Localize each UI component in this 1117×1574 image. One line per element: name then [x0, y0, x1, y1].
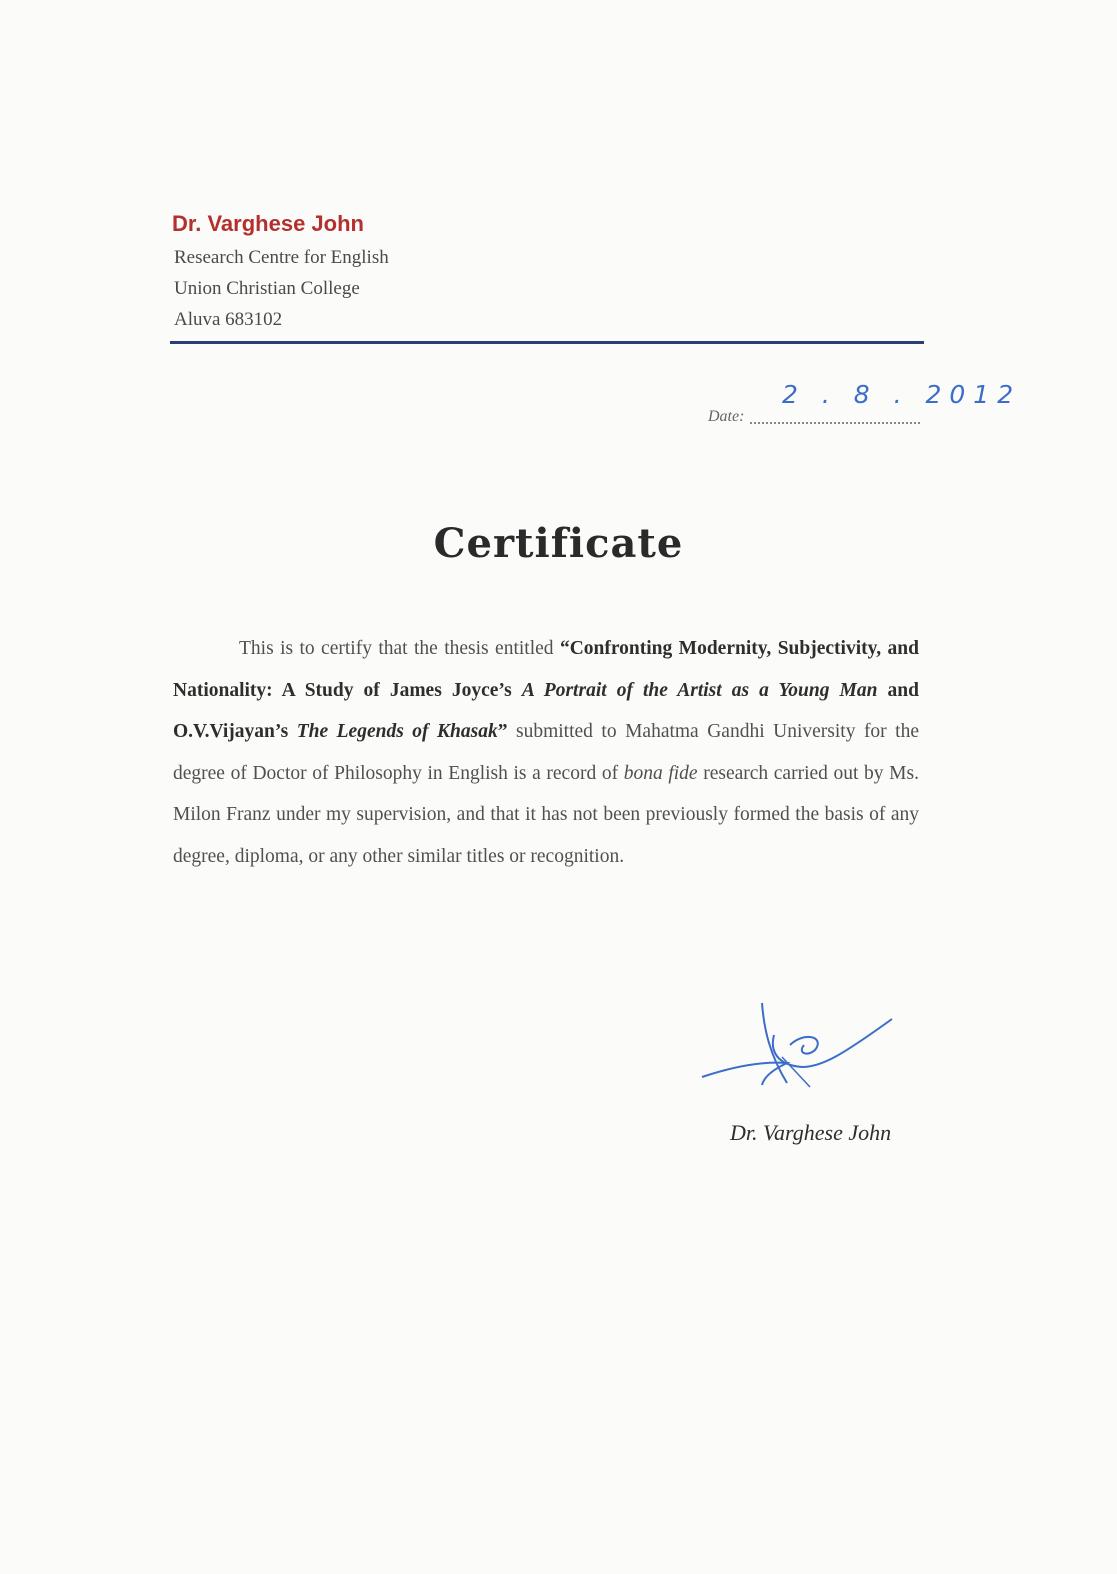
letterhead-college: Union Christian College	[174, 278, 360, 299]
handwritten-signature	[692, 995, 912, 1095]
thesis-title-and: and O.V.Vijayan’s	[173, 679, 919, 742]
book-title-portrait: A Portrait of the Artist as a Young Man	[521, 679, 878, 701]
book-title-khasak: The Legends of Khasak	[296, 721, 498, 742]
body-intro: This is to certify that the thesis entitled	[239, 638, 560, 659]
body-middle: submitted to Mahatma Gandhi University for the degree of Doctor of Philosophy in English is a record of	[173, 721, 920, 784]
signatory-name: Dr. Varghese John	[730, 1120, 892, 1145]
letterhead-department: Research Centre for English	[174, 247, 389, 268]
thesis-title-close: ”	[497, 721, 508, 742]
date-value: 2 . 8 . 2012	[782, 380, 1022, 409]
body-ending: research carried out by Ms. Milon Franz under my supervision, and that it has not been previously formed the basis of any degree, diploma, or any other similar titles or recognition.	[173, 762, 919, 867]
date-label: Date:	[708, 408, 745, 425]
letterhead-name: Dr. Varghese John	[172, 211, 364, 236]
certificate-body	[173, 628, 919, 877]
certificate-title: Certificate	[433, 520, 684, 567]
letterhead-divider	[170, 341, 924, 344]
thesis-title-open: “Confronting Modernity, Subjectivity, and Nationality: A Study of James Joyce’s	[173, 638, 919, 701]
bona-fide-term: bona fide	[623, 762, 698, 784]
letterhead-address: Aluva 683102	[174, 309, 283, 330]
